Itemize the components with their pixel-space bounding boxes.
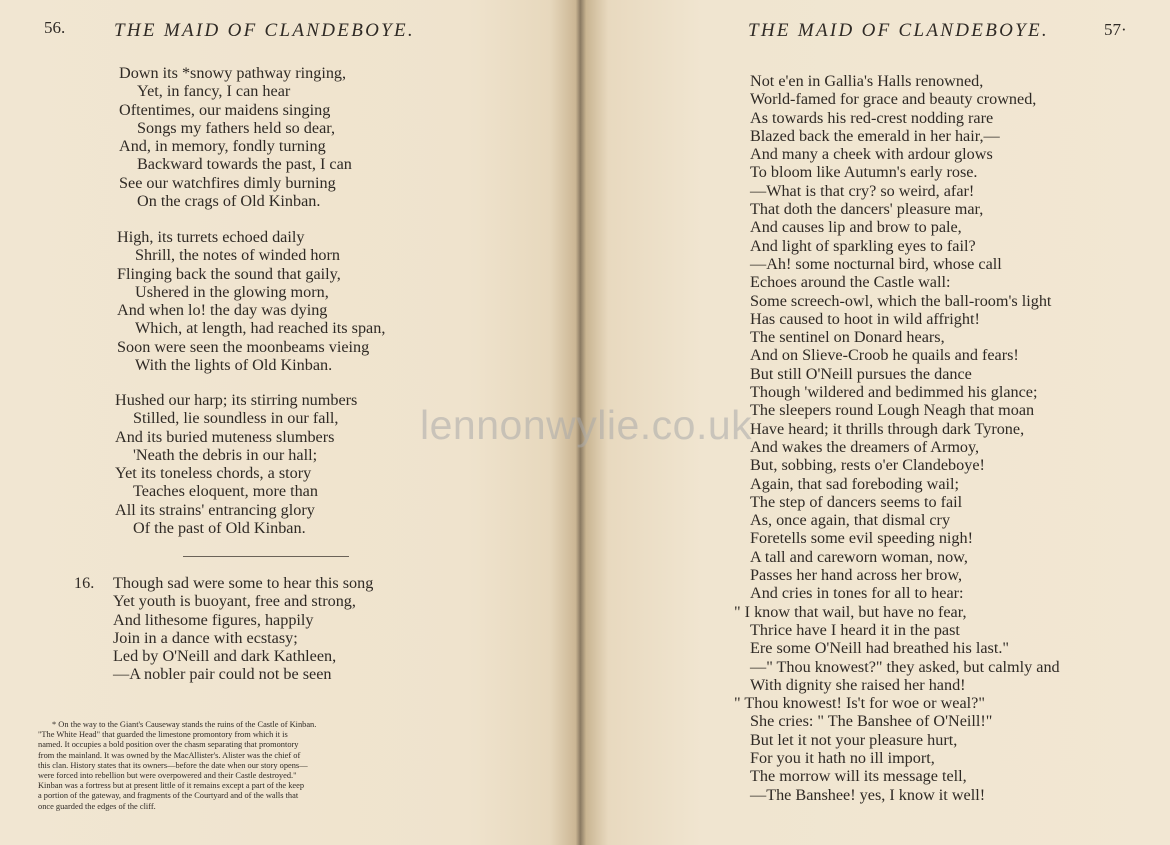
verse-line: Oftentimes, our maidens singing xyxy=(119,100,331,119)
verse-line: " I know that wail, but have no fear, xyxy=(734,602,967,621)
right-page-number: 57· xyxy=(1104,20,1127,39)
footnote xyxy=(38,720,490,812)
verse-line: —Ah! some nocturnal bird, whose call xyxy=(750,254,1002,273)
footnote-line: from the mainland. It was owned by the MacAllister's. Alister was the chief of xyxy=(38,750,301,760)
verse-line: Thrice have I heard it in the past xyxy=(750,620,960,639)
verse-line: Shrill, the notes of winded horn xyxy=(135,246,341,265)
verse-line: And on Slieve-Croob he quails and fears! xyxy=(750,346,1019,365)
verse-line: A tall and careworn woman, now, xyxy=(750,547,968,566)
verse-line: And its buried muteness slumbers xyxy=(115,427,335,446)
footnote-line: named. It occupies a bold position over the chasm separating that promontory xyxy=(38,740,299,750)
verse-line: Hushed our harp; its stirring numbers xyxy=(115,391,358,409)
verse-line: Stilled, lie soundless in our fall, xyxy=(133,409,339,428)
verse-line: Songs my fathers held so dear, xyxy=(137,118,336,137)
verse-line: Again, that sad foreboding wail; xyxy=(750,474,960,493)
verse-line: For you it hath no ill import, xyxy=(750,748,935,767)
verse-line: She cries: " The Banshee of O'Neill!" xyxy=(750,712,993,731)
verse-line: The sentinel on Donard hears, xyxy=(750,328,945,347)
footnote-line: a portion of the gateway, and fragments of the Courtyard and of the walls that xyxy=(38,791,299,801)
verse-line: Though sad were some to hear this song xyxy=(113,574,374,592)
stanza-16 xyxy=(113,574,373,684)
verse-line: Flinging back the sound that gaily, xyxy=(117,264,341,283)
verse-line: And causes lip and brow to pale, xyxy=(750,218,962,237)
verse-line: But let it not your pleasure hurt, xyxy=(750,730,958,749)
verse-line: —" Thou knowest?" they asked, but calmly and xyxy=(750,657,1060,676)
verse-line: Ere some O'Neill had breathed his last." xyxy=(750,639,1010,658)
verse-line: High, its turrets echoed daily xyxy=(117,228,305,246)
footnote-line: were forced into rebellion but were overpowered and their Castle destroyed." xyxy=(38,770,297,780)
verse-line: World-famed for grace and beauty crowned, xyxy=(750,90,1037,109)
verse-line: With dignity she raised her hand! xyxy=(750,675,966,694)
verse-line: Ushered in the glowing morn, xyxy=(135,282,329,301)
verse-line: Yet its toneless chords, a story xyxy=(115,464,312,483)
stanza-number: 16. xyxy=(74,574,95,592)
footnote-line: * On the way to the Giant's Causeway stands the ruins of the Castle of Kinban. xyxy=(52,720,317,729)
verse-line: That doth the dancers' pleasure mar, xyxy=(750,200,984,219)
verse-line: The sleepers round Lough Neagh that moan xyxy=(750,401,1035,420)
verse-line: —A nobler pair could not be seen xyxy=(113,665,332,684)
left-running-title: THE MAID OF CLANDEBOYE. xyxy=(114,20,415,41)
verse-line: And light of sparkling eyes to fail? xyxy=(750,236,976,255)
verse-line: Though 'wildered and bedimmed his glance; xyxy=(750,383,1038,402)
watermark: lennonwylie.co.uk xyxy=(420,402,753,448)
verse-line: And wakes the dreamers of Armoy, xyxy=(750,437,980,456)
verse-line: Foretells some evil speeding nigh! xyxy=(750,529,973,548)
right-verse xyxy=(734,72,1060,804)
footnote-line: "The White Head" that guarded the limestone promontory from which it is xyxy=(38,730,288,740)
verse-line: But, sobbing, rests o'er Clandeboye! xyxy=(750,456,985,475)
verse-line: Passes her hand across her brow, xyxy=(750,566,963,585)
footnote-line: this clan. History states that its owners—before the date when our story opens— xyxy=(38,760,308,770)
verse-line: As, once again, that dismal cry xyxy=(750,511,951,530)
verse-line: The morrow will its message tell, xyxy=(750,767,967,786)
verse-line: And many a cheek with ardour glows xyxy=(750,145,993,164)
verse-line: Led by O'Neill and dark Kathleen, xyxy=(113,647,337,666)
stanza-1 xyxy=(119,64,352,210)
stanza-2 xyxy=(117,228,385,374)
verse-line: And when lo! the day was dying xyxy=(117,301,328,320)
stanza-3 xyxy=(115,391,357,537)
verse-line: Not e'en in Gallia's Halls renowned, xyxy=(750,72,984,90)
right-running-title: THE MAID OF CLANDEBOYE. xyxy=(748,20,1049,41)
verse-line: Has caused to hoot in wild affright! xyxy=(750,309,980,328)
verse-line: Yet, in fancy, I can hear xyxy=(137,82,291,101)
verse-line: Backward towards the past, I can xyxy=(137,155,352,174)
verse-line: —What is that cry? so weird, afar! xyxy=(750,181,975,200)
verse-line: As towards his red-crest nodding rare xyxy=(750,108,994,127)
verse-line: Echoes around the Castle wall: xyxy=(750,273,951,292)
verse-line: 'Neath the debris in our hall; xyxy=(133,445,318,464)
verse-line: And, in memory, fondly turning xyxy=(119,137,326,156)
verse-line: To bloom like Autumn's early rose. xyxy=(750,163,978,182)
section-rule xyxy=(183,556,349,557)
verse-line: Join in a dance with ecstasy; xyxy=(113,628,298,647)
verse-line: Have heard; it thrills through dark Tyrone, xyxy=(750,419,1025,438)
verse-line: Down its *snowy pathway ringing, xyxy=(119,64,347,82)
verse-line: Of the past of Old Kinban. xyxy=(133,519,306,538)
verse-line: Blazed back the emerald in her hair,— xyxy=(750,126,1000,145)
verse-line: Teaches eloquent, more than xyxy=(133,482,318,501)
verse-line: And lithesome figures, happily xyxy=(113,610,314,629)
left-page-number: 56. xyxy=(44,18,66,37)
verse-line: On the crags of Old Kinban. xyxy=(137,192,321,211)
verse-line: See our watchfires dimly burning xyxy=(119,173,336,192)
verse-line: The step of dancers seems to fail xyxy=(750,492,963,511)
verse-line: Some screech-owl, which the ball-room's light xyxy=(750,291,1052,310)
verse-line: Which, at length, had reached its span, xyxy=(135,319,386,338)
verse-line: Yet youth is buoyant, free and strong, xyxy=(113,592,356,611)
verse-line: And cries in tones for all to hear: xyxy=(750,584,964,603)
footnote-line: Kinban was a fortress but at present little of it remains except a part of the keep xyxy=(38,781,305,791)
verse-line: Soon were seen the moonbeams vieing xyxy=(117,337,370,356)
footnote-line: once guarded the edges of the cliff. xyxy=(38,801,156,811)
verse-line: —The Banshee! yes, I know it well! xyxy=(750,785,986,804)
verse-line: " Thou knowest! Is't for woe or weal?" xyxy=(734,694,985,713)
verse-line: But still O'Neill pursues the dance xyxy=(750,364,972,383)
verse-line: All its strains' entrancing glory xyxy=(115,500,315,519)
verse-line: With the lights of Old Kinban. xyxy=(135,356,333,375)
